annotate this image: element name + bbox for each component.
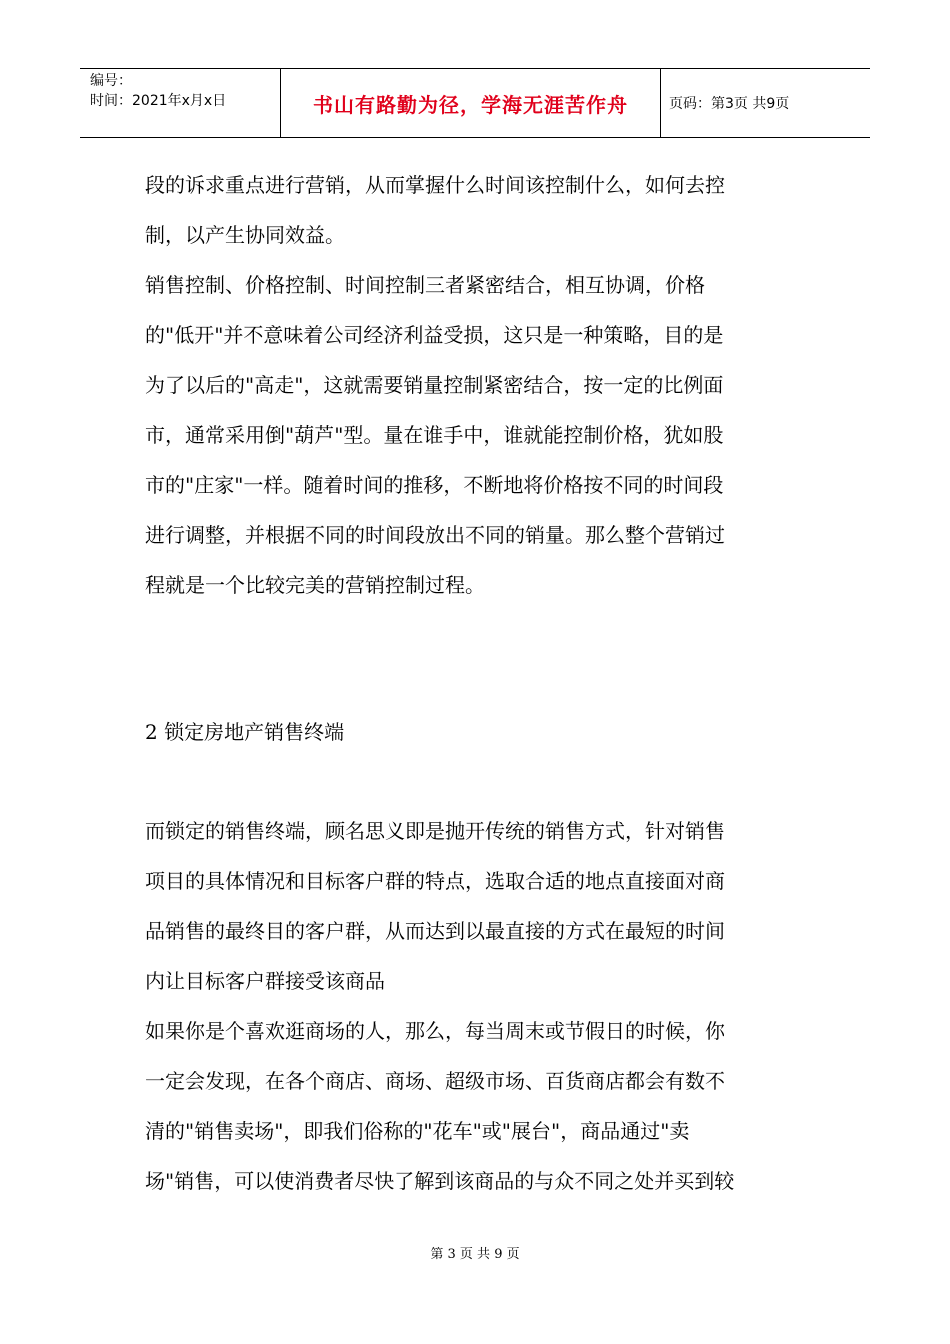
section-2-heading: 2 锁定房地产销售终端 [145,720,345,744]
text-line: 程就是一个比较完美的营销控制过程。 [145,573,485,597]
text-line: 为了以后的"高走"，这就需要销量控制紧密结合，按一定的比例面 [145,373,724,397]
text-line: 品销售的最终目的客户群，从而达到以最直接的方式在最短的时间 [145,919,725,943]
text-line: 进行调整，并根据不同的时间段放出不同的销量。那么整个营销过 [145,523,725,547]
document-number-label: 编号： [90,73,132,89]
page-header [80,68,870,138]
header-motto-cell [281,69,661,137]
header-meta [80,69,281,137]
motto-text: 书山有路勤为径，学海无涯苦作舟 [313,92,628,117]
page-code-text: 页码：第3页 共9页 [669,96,790,112]
text-line: 的"低开"并不意味着公司经济利益受损，这只是一种策略，目的是 [145,323,724,347]
text-line: 制，以产生协同效益。 [145,223,345,247]
text-line: 清的"销售卖场"，即我们俗称的"花车"或"展台"，商品通过"卖 [145,1119,690,1143]
text-line: 场"销售，可以使消费者尽快了解到该商品的与众不同之处并买到较 [145,1169,735,1193]
text-line: 如果你是个喜欢逛商场的人，那么，每当周末或节假日的时候，你 [145,1019,725,1043]
page-footer [0,1243,950,1262]
footer-page-indicator: 第 3 页 共 9 页 [430,1247,520,1262]
section-1-body [145,160,815,610]
text-line: 市的"庄家"一样。随着时间的推移，不断地将价格按不同的时间段 [145,473,724,497]
text-line: 段的诉求重点进行营销，从而掌握什么时间该控制什么，如何去控 [145,173,725,197]
text-line: 市，通常采用倒"葫芦"型。量在谁手中，谁就能控制价格，犹如股 [145,423,724,447]
section-2-body [145,806,815,1206]
text-line: 而锁定的销售终端，顾名思义即是抛开传统的销售方式，针对销售 [145,819,725,843]
text-line: 项目的具体情况和目标客户群的特点，选取合适的地点直接面对商 [145,869,725,893]
text-line: 销售控制、价格控制、时间控制三者紧密结合，相互协调，价格 [145,273,705,297]
header-page-code [661,69,870,137]
document-date: 时间：2021年x月x日 [90,93,227,109]
text-line: 内让目标客户群接受该商品 [145,969,385,993]
text-line: 一定会发现，在各个商店、商场、超级市场、百货商店都会有数不 [145,1069,725,1093]
